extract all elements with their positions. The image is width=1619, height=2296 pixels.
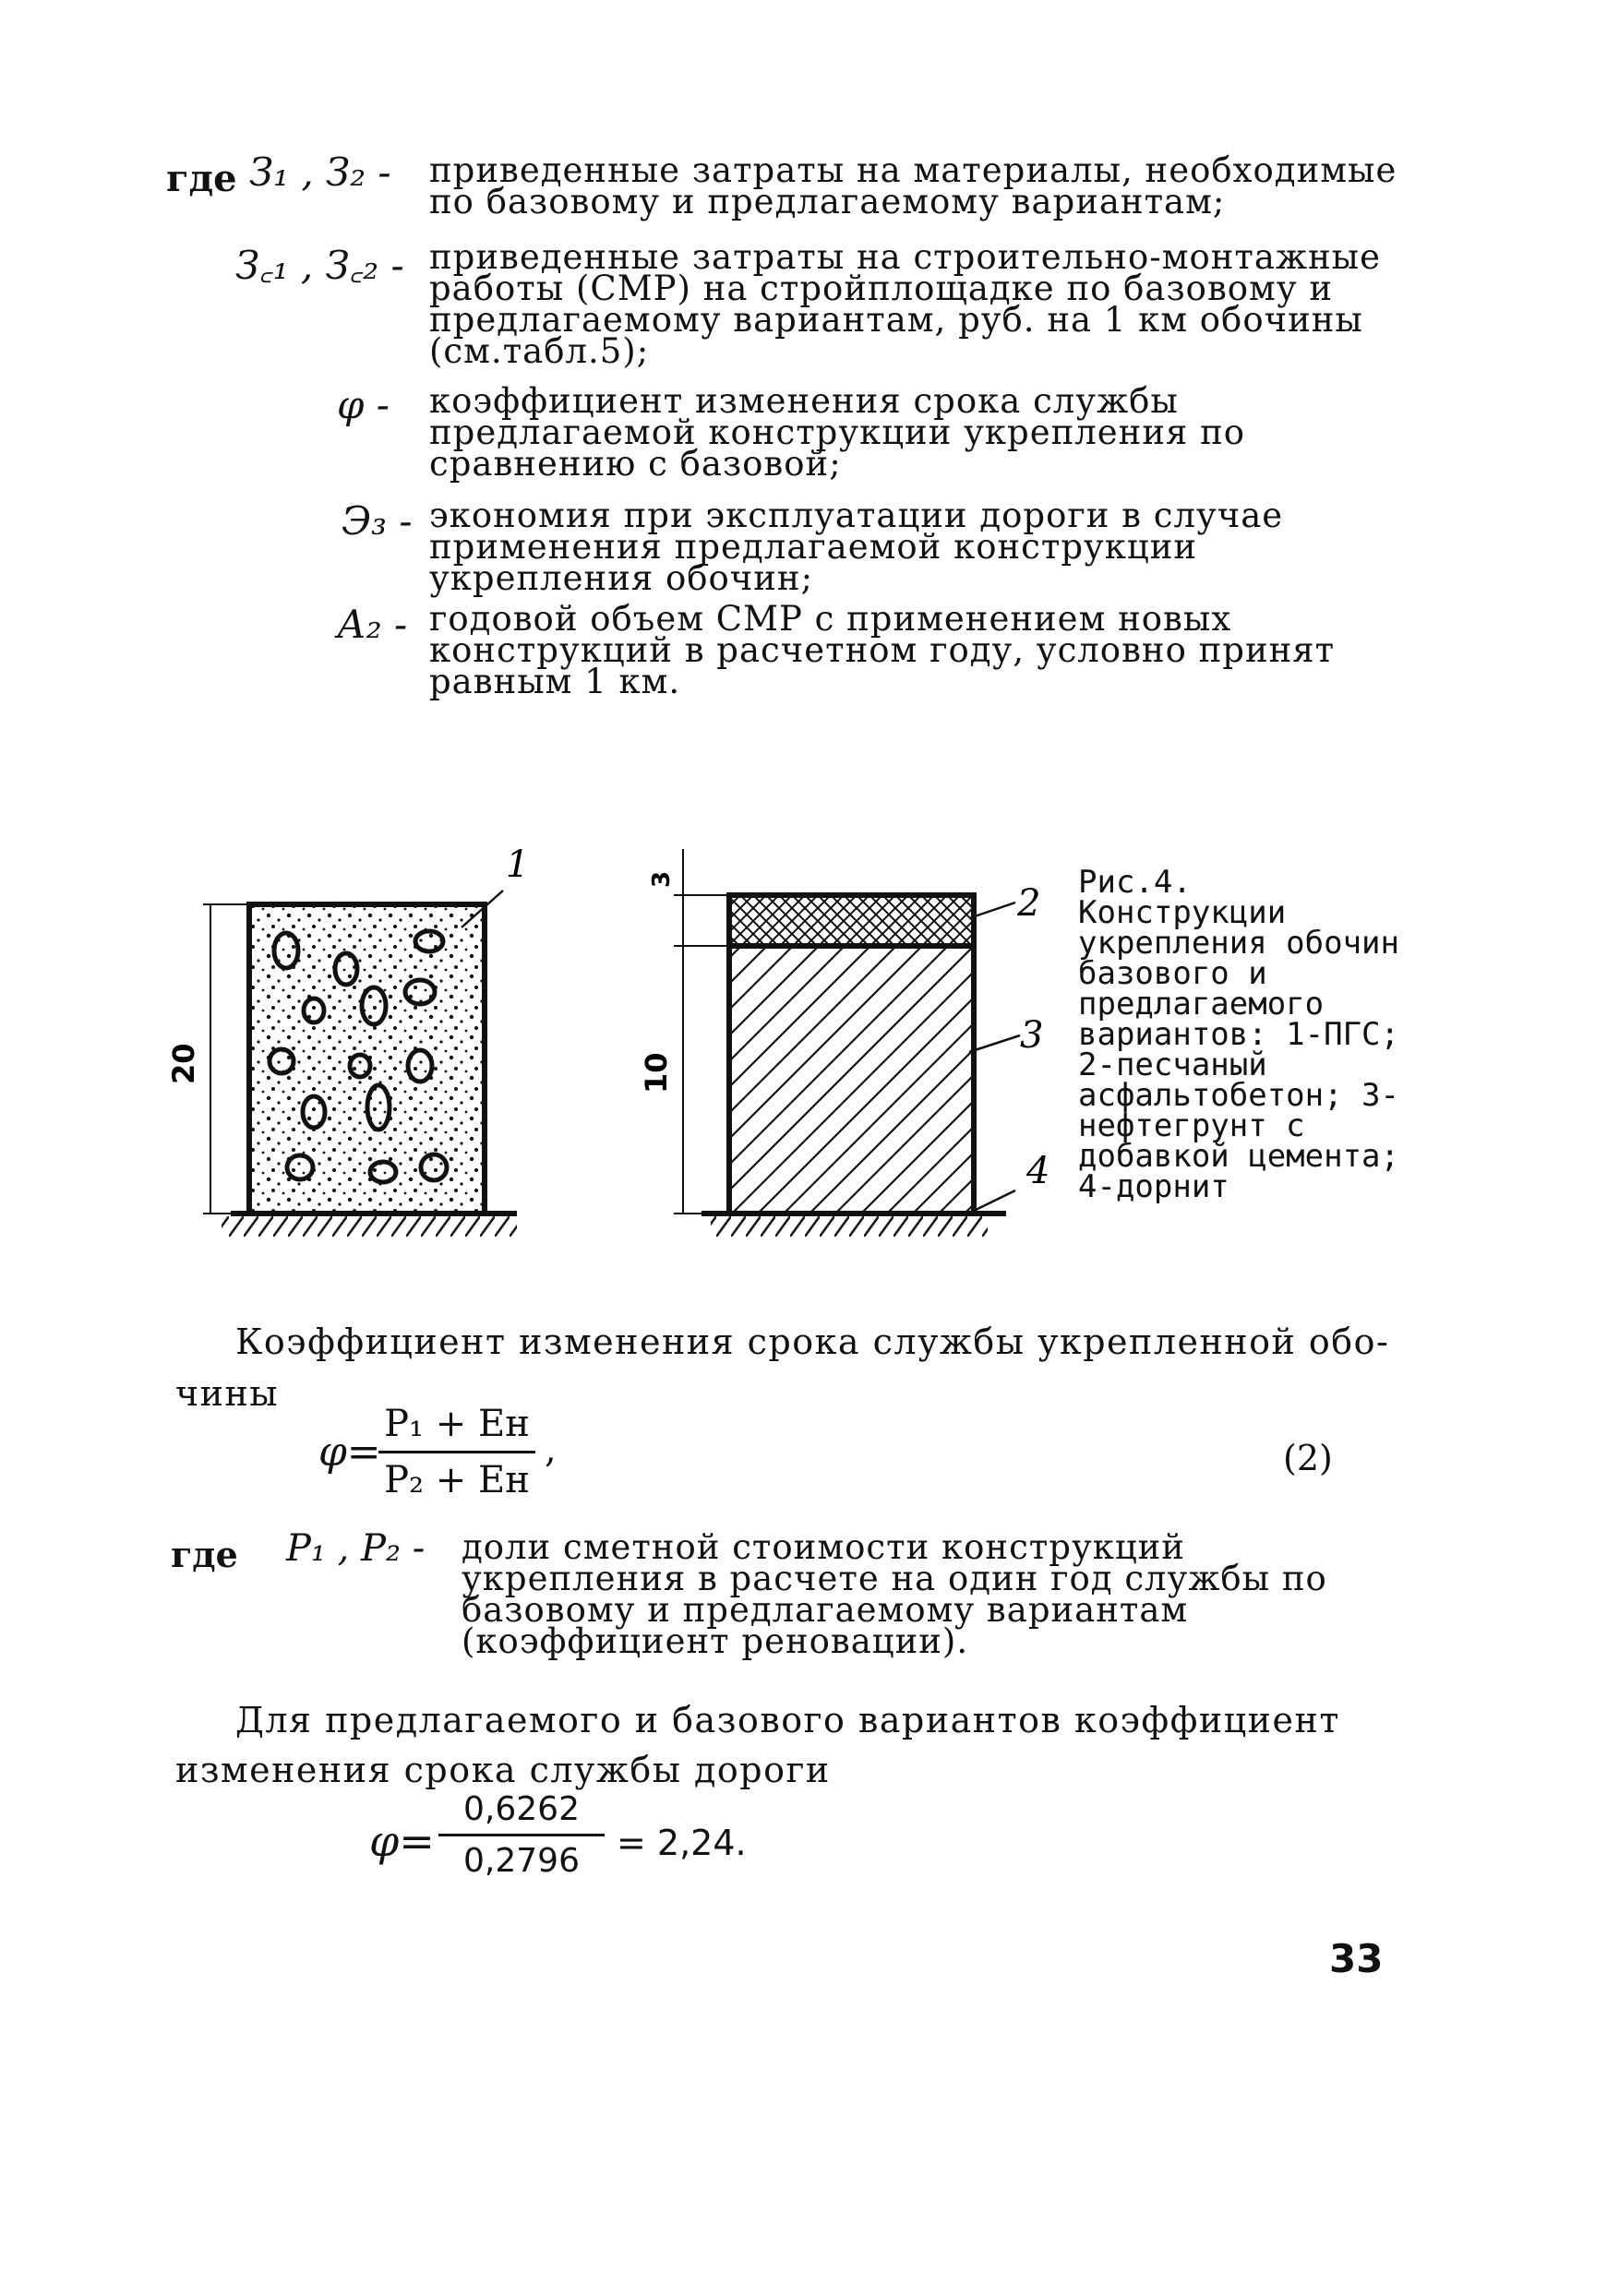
- term-p1-p2: P₁ , P₂ -: [286, 1527, 426, 1570]
- base-construction: [203, 891, 517, 1237]
- paragraph-1-line-1: Коэффициент изменения срока службы укрепленной обо-: [235, 1321, 1390, 1362]
- label-2: 2: [1017, 882, 1041, 925]
- fraction-bar-2: [438, 1834, 605, 1836]
- formula-1-lhs: φ=: [318, 1429, 381, 1476]
- where-word: где: [166, 157, 237, 200]
- def-text-p1-p2: доли сметной стоимости конструкций укрепления в расчете на один год службы по базовому и предлагаемому вариантам (коэффициент реновации).: [462, 1527, 1327, 1661]
- def-text-a2: годовой объем СМР с применением новых конструкций в расчетном году, условно принят равным 1 км.: [429, 599, 1336, 701]
- term-e3: Э₃ -: [342, 498, 413, 544]
- label-1: 1: [506, 843, 530, 886]
- fraction-bar: [378, 1451, 535, 1453]
- label-4: 4: [1026, 1150, 1050, 1192]
- def-text-z1-z2: приведенные затраты на материалы, необходимые по базовому и предлагаемому вариантам;: [429, 150, 1397, 221]
- def-text-phi: коэффициент изменения срока службы предлагаемой конструкции укрепления по сравнению с базовой;: [429, 381, 1246, 484]
- paragraph-1-line-2: чины: [175, 1373, 280, 1414]
- proposed-construction: [674, 849, 1020, 1237]
- formula-1-fraction: [378, 1403, 535, 1501]
- construction-figure: [166, 831, 1050, 1292]
- term-a2: А₂ -: [337, 602, 408, 647]
- term-phi: φ -: [337, 382, 390, 427]
- paragraph-2-line-1: Для предлагаемого и базового вариантов коэффициент: [235, 1700, 1340, 1740]
- paragraph-2-line-2: изменения срока службы дороги: [175, 1750, 831, 1790]
- formula-2-lhs: φ=: [369, 1816, 435, 1866]
- formula-2-numerator: 0,6262: [463, 1790, 580, 1828]
- figure-caption: Рис.4. Конструкции укрепления обочин базового и предлагаемого вариантов: 1-ПГС; 2-песчаный асфальтобетон; 3-нефтегрунт с добавкой цемента; 4-дорнит: [1078, 864, 1399, 1205]
- formula-1-denominator: P₂ + Eн: [384, 1459, 530, 1501]
- def-text-zc1-zc2: приведенные затраты на строительно-монтажные работы (СМР) на стройплощадке по базовому и предлагаемому вариантам, руб. на 1 км обочины (см.табл.5);: [429, 237, 1382, 371]
- label-3: 3: [1020, 1014, 1044, 1057]
- formula-1-comma: ,: [545, 1429, 557, 1471]
- where-word-2: где: [171, 1534, 238, 1575]
- right-top-dimension-label: 3: [648, 870, 676, 888]
- term-zc1-zc2: З꜀₁ , З꜀₂ -: [235, 243, 404, 288]
- formula-2-fraction: [438, 1790, 605, 1880]
- formula-1-number: (2): [1283, 1438, 1333, 1478]
- formula-2-result: = 2,24.: [617, 1823, 747, 1863]
- left-dimension-label: 20: [166, 1043, 201, 1084]
- def-text-e3: экономия при эксплуатации дороги в случае применения предлагаемой конструкции укрепления обочин;: [429, 496, 1284, 598]
- page-number: 33: [1329, 1936, 1384, 1981]
- right-dimension-label: 10: [639, 1052, 674, 1094]
- term-z1-z2: З₁ , З₂ -: [249, 149, 391, 195]
- formula-2-denominator: 0,2796: [463, 1842, 580, 1880]
- formula-1-numerator: P₁ + Eн: [384, 1403, 530, 1445]
